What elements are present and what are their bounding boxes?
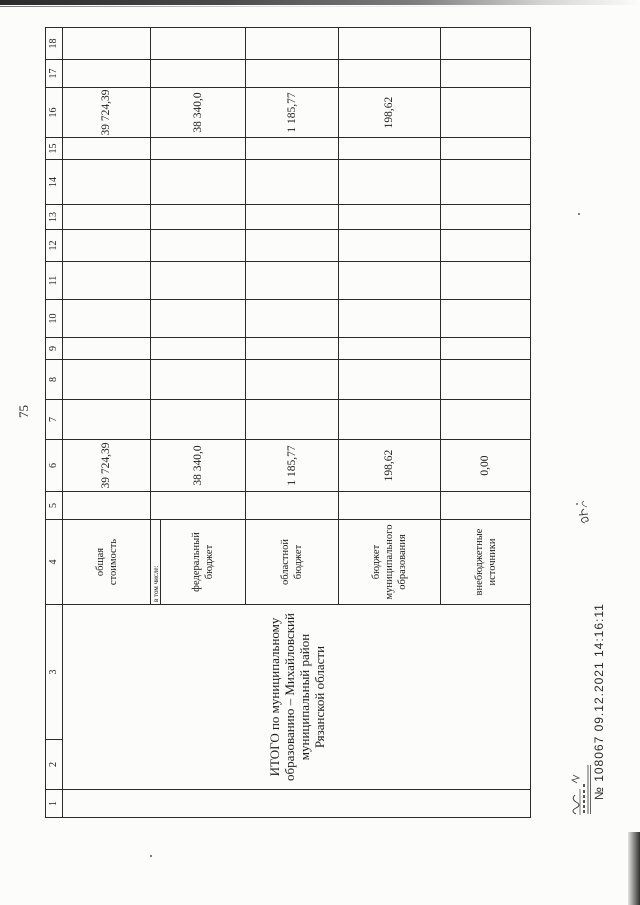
cell-municipal-budget-col-18 <box>339 27 441 59</box>
cell-municipal-budget-col-14 <box>339 159 441 204</box>
cell-municipal-budget-col-6: 198,62 <box>339 439 441 491</box>
column-number-2: 2 <box>46 739 63 789</box>
column-number-12: 12 <box>46 229 63 261</box>
cell-total-cost-col-12 <box>63 229 151 261</box>
total-label-line-3: муниципальный район <box>296 633 312 761</box>
row-label-regional-budget-line-2: бюджет <box>293 544 304 580</box>
cell-total-cost-col-8 <box>63 359 151 399</box>
cell-total-cost-col-7 <box>63 399 151 439</box>
cell-regional-budget-col-13 <box>246 204 339 229</box>
column-number-11: 11 <box>46 261 63 299</box>
cell-total-cost-col-11 <box>63 261 151 299</box>
total-label <box>63 604 531 789</box>
cell-federal-budget-col-14 <box>151 159 246 204</box>
cell-municipal-budget-col-11 <box>339 261 441 299</box>
cell-federal-budget-col-5 <box>151 491 246 519</box>
cell-federal-budget-col-11 <box>151 261 246 299</box>
cell-regional-budget-col-17 <box>246 59 339 87</box>
handwritten-mark <box>573 498 593 526</box>
column-number-3: 3 <box>46 604 63 739</box>
cell-regional-budget-col-5 <box>246 491 339 519</box>
column-number-17: 17 <box>46 59 63 87</box>
row-label-extrabudgetary-sources-line-1: внебюджетные <box>473 528 485 596</box>
cell-federal-budget-col-12 <box>151 229 246 261</box>
cell-total-cost-col-9 <box>63 337 151 359</box>
column-number-5: 5 <box>46 491 63 519</box>
row-label-municipal-budget-line-1: бюджет <box>371 544 382 580</box>
cell-col-1 <box>63 789 531 817</box>
column-number-6: 6 <box>46 439 63 491</box>
cell-municipal-budget-col-5 <box>339 491 441 519</box>
cell-regional-budget-col-15 <box>246 137 339 159</box>
column-number-14: 14 <box>46 159 63 204</box>
cell-extrabudgetary-sources-col-7 <box>441 399 531 439</box>
cell-regional-budget-col-12 <box>246 229 339 261</box>
cell-federal-budget-col-6: 38 340,0 <box>151 439 246 491</box>
cell-federal-budget-col-15 <box>151 137 246 159</box>
row-label-total-cost-line-2: стоимость <box>107 538 119 586</box>
row-label-federal-budget-line-2: бюджет <box>204 544 215 580</box>
cell-municipal-budget-col-8 <box>339 359 441 399</box>
cell-regional-budget-col-9 <box>246 337 339 359</box>
cell-total-cost-col-15 <box>63 137 151 159</box>
total-label-line-2: образованию – Михайловский <box>281 613 297 781</box>
row-label-municipal-budget-line-2: муниципального <box>384 524 395 600</box>
row-label-regional-budget-line-1: областной <box>280 539 291 585</box>
cell-federal-budget-col-9 <box>151 337 246 359</box>
total-label-line-1: ИТОГО по муниципальному <box>266 617 282 777</box>
cell-municipal-budget-col-17 <box>339 59 441 87</box>
column-number-8: 8 <box>46 359 63 399</box>
column-number-15: 15 <box>46 137 63 159</box>
cell-extrabudgetary-sources-col-13 <box>441 204 531 229</box>
cell-municipal-budget-col-13 <box>339 204 441 229</box>
cell-federal-budget-col-13 <box>151 204 246 229</box>
cell-total-cost-col-17 <box>63 59 151 87</box>
cell-extrabudgetary-sources-col-9 <box>441 337 531 359</box>
row-label-federal-budget <box>161 519 246 604</box>
row-label-regional-budget <box>246 519 339 604</box>
scan-speck <box>150 855 152 857</box>
column-number-7: 7 <box>46 399 63 439</box>
cell-regional-budget-col-11 <box>246 261 339 299</box>
investment-program-table <box>45 27 531 818</box>
row-label-extrabudgetary-sources <box>441 519 531 604</box>
cell-extrabudgetary-sources-col-10 <box>441 299 531 337</box>
row-label-extrabudgetary-sources-line-2: источники <box>486 538 498 586</box>
cell-extrabudgetary-sources-col-6: 0,00 <box>441 439 531 491</box>
cell-municipal-budget-col-16: 198,62 <box>339 87 441 137</box>
cell-extrabudgetary-sources-col-12 <box>441 229 531 261</box>
cell-extrabudgetary-sources-col-17 <box>441 59 531 87</box>
cell-regional-budget-col-6: 1 185,77 <box>246 439 339 491</box>
cell-total-cost-col-6: 39 724,39 <box>63 439 151 491</box>
cell-regional-budget-col-8 <box>246 359 339 399</box>
cell-extrabudgetary-sources-col-18 <box>441 27 531 59</box>
page-number: 75 <box>16 405 31 418</box>
row-label-municipal-budget-line-3: образования <box>397 534 408 590</box>
cell-total-cost-col-13 <box>63 204 151 229</box>
cell-municipal-budget-col-15 <box>339 137 441 159</box>
cell-total-cost-col-14 <box>63 159 151 204</box>
cell-total-cost-col-5 <box>63 491 151 519</box>
cell-regional-budget-col-18 <box>246 27 339 59</box>
cell-extrabudgetary-sources-col-14 <box>441 159 531 204</box>
row-label-municipal-budget <box>339 519 441 604</box>
column-number-10: 10 <box>46 299 63 337</box>
cell-extrabudgetary-sources-col-15 <box>441 137 531 159</box>
cell-municipal-budget-col-9 <box>339 337 441 359</box>
cell-federal-budget-col-7 <box>151 399 246 439</box>
cell-regional-budget-col-14 <box>246 159 339 204</box>
cell-federal-budget-col-18 <box>151 27 246 59</box>
column-number-16: 16 <box>46 87 63 137</box>
registration-stamp: № 108067 09.12.2021 14:16:11 <box>592 603 606 800</box>
cell-municipal-budget-col-12 <box>339 229 441 261</box>
cell-federal-budget-col-16: 38 340,0 <box>151 87 246 137</box>
cell-federal-budget-col-10 <box>151 299 246 337</box>
column-number-9: 9 <box>46 337 63 359</box>
cell-federal-budget-col-8 <box>151 359 246 399</box>
cell-regional-budget-col-7 <box>246 399 339 439</box>
total-label-line-4: Рязанской области <box>311 645 327 749</box>
cell-total-cost-col-18 <box>63 27 151 59</box>
column-number-4: 4 <box>46 519 63 604</box>
cell-municipal-budget-col-10 <box>339 299 441 337</box>
column-number-18: 18 <box>46 27 63 59</box>
cell-federal-budget-col-17 <box>151 59 246 87</box>
row-label-federal-budget-line-1: федеральный <box>191 532 202 592</box>
row-label-total-cost <box>63 519 151 604</box>
cell-total-cost-col-16: 39 724,39 <box>63 87 151 137</box>
cell-extrabudgetary-sources-col-16 <box>441 87 531 137</box>
cell-extrabudgetary-sources-col-11 <box>441 261 531 299</box>
row-label-total-cost-line-1: общая <box>94 547 106 577</box>
cell-extrabudgetary-sources-col-5 <box>441 491 531 519</box>
cell-total-cost-col-10 <box>63 299 151 337</box>
cell-regional-budget-col-16: 1 185,77 <box>246 87 339 137</box>
cell-regional-budget-col-10 <box>246 299 339 337</box>
breakdown-note: в том числе: <box>151 519 161 604</box>
cell-extrabudgetary-sources-col-8 <box>441 359 531 399</box>
cell-municipal-budget-col-7 <box>339 399 441 439</box>
signature-stamp <box>567 757 593 817</box>
column-number-13: 13 <box>46 204 63 229</box>
column-number-1: 1 <box>46 789 63 817</box>
scan-speck <box>578 213 580 215</box>
